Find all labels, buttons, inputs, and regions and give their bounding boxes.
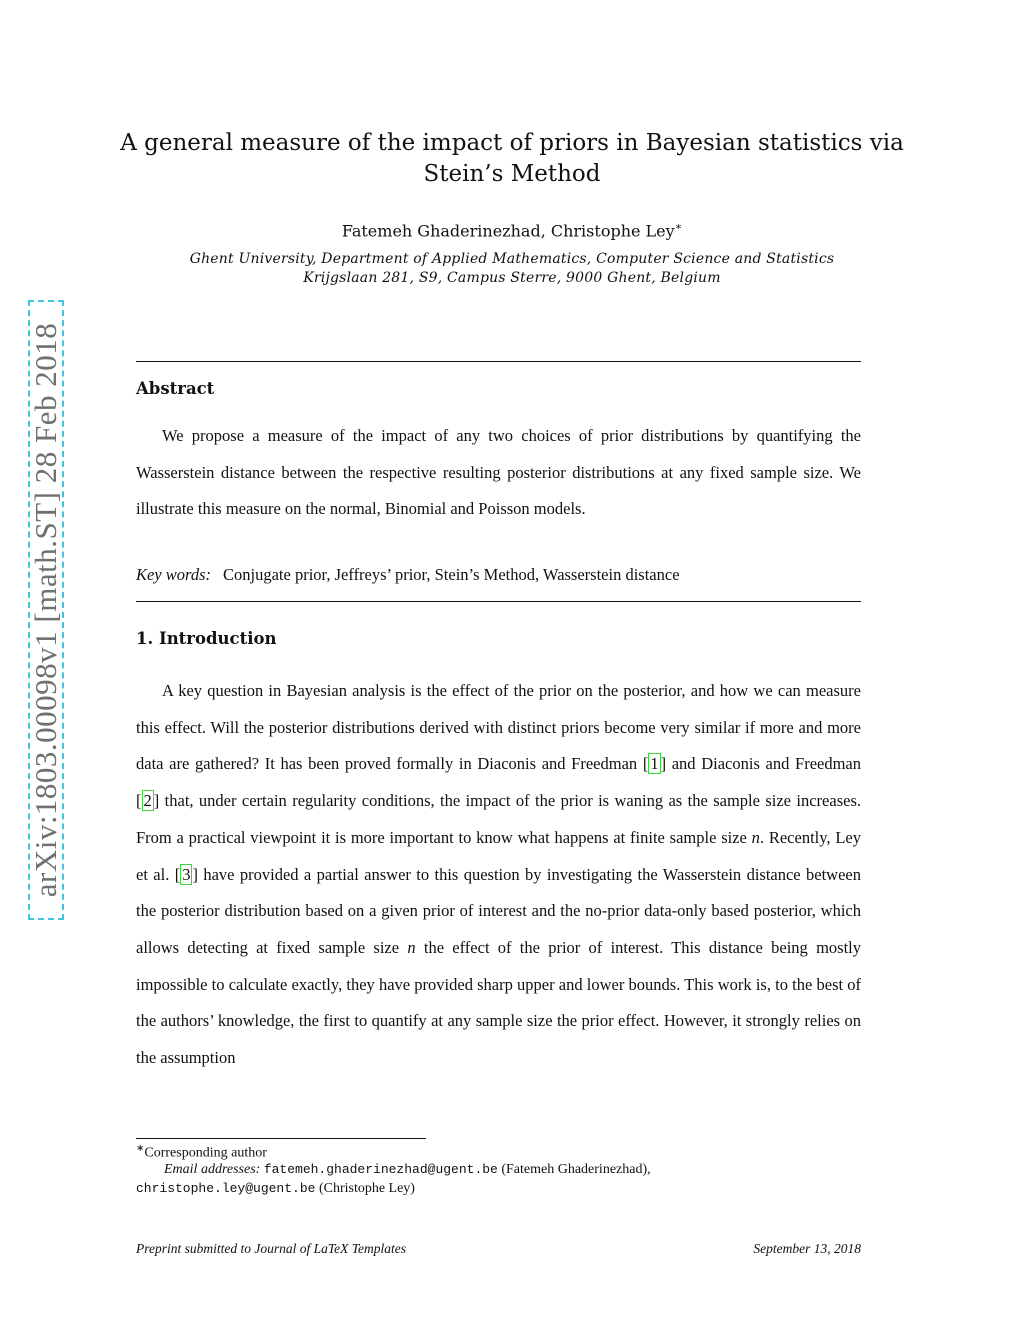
keywords-text: Conjugate prior, Jeffreys’ prior, Stein’s Method, Wasserstein distance	[223, 565, 680, 584]
paper-title	[0, 128, 1024, 190]
footnote-corresponding-text: Corresponding author	[144, 1145, 267, 1161]
email-name-2: (Christophe Ley)	[318, 1181, 415, 1196]
math-n-1: n	[751, 827, 760, 847]
affiliation-line-2: Krijgslaan 281, S9, Campus Sterre, 9000 Ghent, Belgium	[303, 270, 721, 286]
affiliation-line-1: Ghent University, Department of Applied Mathematics, Computer Science and Statistics	[189, 251, 835, 267]
section-heading-introduction: 1. Introduction	[136, 629, 277, 648]
abstract-bottom-rule	[136, 601, 861, 602]
math-n-2: n	[407, 937, 416, 957]
abstract-text	[136, 418, 861, 528]
authors-text: Fatemeh Ghaderinezhad, Christophe Ley	[341, 221, 675, 241]
intro-text-5: have provided a partial answer to this question by investigating the Wasserstein distance between the posterior distribution based on a given prior of interest and the no-prior data-only based posterior, which allows detecting at fixed sample size	[136, 864, 861, 957]
keywords	[136, 565, 680, 585]
footnote-emails	[164, 1162, 651, 1178]
author-mark: ∗	[674, 220, 683, 233]
footnote-rule	[136, 1138, 426, 1139]
citation-link-3[interactable]: 3	[182, 864, 191, 884]
email-label: Email addresses:	[164, 1162, 261, 1177]
email-name-1: (Fatemeh Ghaderinezhad),	[501, 1162, 651, 1177]
footnote-corresponding	[136, 1143, 267, 1162]
intro-text-4: . Recently, Ley et al.	[136, 827, 861, 884]
abstract-text-content: We propose a measure of the impact of any two choices of prior distributions by quantifying the Wasserstein distance between the respective resulting posterior distributions at any fixed sample size. We illustrate this measure on the normal, Binomial and Poisson models.	[136, 426, 861, 519]
citation-link-1[interactable]: 1	[650, 754, 659, 774]
arxiv-stamp-text: arXiv:1803.00098v1 [math.ST] 28 Feb 2018	[28, 322, 63, 898]
intro-text-6: the effect of the prior of interest. This distance being mostly impossible to calculate exactly, they have provided sharp upper and lower bounds. This work is, to the best of the authors’ knowledge, the first to quantify at any sample size the prior effect. However, it strongly relies on the assumption	[136, 937, 861, 1068]
introduction-paragraph: A key question in Bayesian analysis is the effect of the prior on the posterior, and how we can measure this effect. Will the posterior distributions derived with distinct priors become very similar if more and more data are gathered? It has been proved formally in Diaconis and Freedman [ 1 ] and Diaconis and Freedman [ 2 ] that, under certain regularity conditions, the impact of the prior is waning as the sample size increases. From a practical viewpoint it is more important to know what happens at finite sample size n. Recently, Ley et al. [ 3 ] have provided a partial answer to this question by investigating the Wasserstein distance between the posterior distribution based on a given prior of interest and the no-prior data-only based posterior, which allows detecting at fixed sample size n the effect of the prior of interest. This distance being mostly impossible to calculate exactly, they have provided sharp upper and lower bounds. This work is, to the best of the authors’ knowledge, the first to quantify at any sample size the prior effect. However, it strongly relies on the assumption	[136, 681, 861, 1068]
arxiv-stamp	[28, 300, 64, 920]
intro-text-3: that, under certain regularity conditions, the impact of the prior is waning as the sample size increases. From a practical viewpoint it is more important to know what happens at finite sample size	[136, 791, 861, 847]
intro-text-2: and Diaconis and Freedman	[671, 754, 861, 774]
intro-text-1: A key question in Bayesian analysis is the effect of the prior on the posterior, and how we can measure this effect. Will the posterior distributions derived with distinct priors become very similar if more and more data are gathered? It has been proved formally in Diaconis and Freedman	[136, 681, 861, 774]
abstract-top-rule	[136, 361, 861, 362]
email-link-2[interactable]: christophe.ley@ugent.be	[136, 1181, 316, 1196]
footer-date: September 13, 2018	[753, 1241, 861, 1256]
citation-link-2[interactable]: 2	[143, 791, 152, 811]
footnote-email-2	[136, 1181, 415, 1197]
title-line-1: A general measure of the impact of priors in Bayesian statistics via	[120, 130, 904, 156]
email-link-1[interactable]: fatemeh.ghaderinezhad@ugent.be	[263, 1162, 498, 1177]
abstract-heading: Abstract	[136, 379, 215, 398]
author-list	[0, 220, 1024, 240]
title-line-2: Stein’s Method	[423, 161, 601, 187]
footer-preprint-note: Preprint submitted to Journal of LaTeX Templates	[136, 1241, 407, 1256]
keywords-label: Key words:	[136, 565, 212, 584]
footnote-mark: ∗	[136, 1143, 145, 1154]
